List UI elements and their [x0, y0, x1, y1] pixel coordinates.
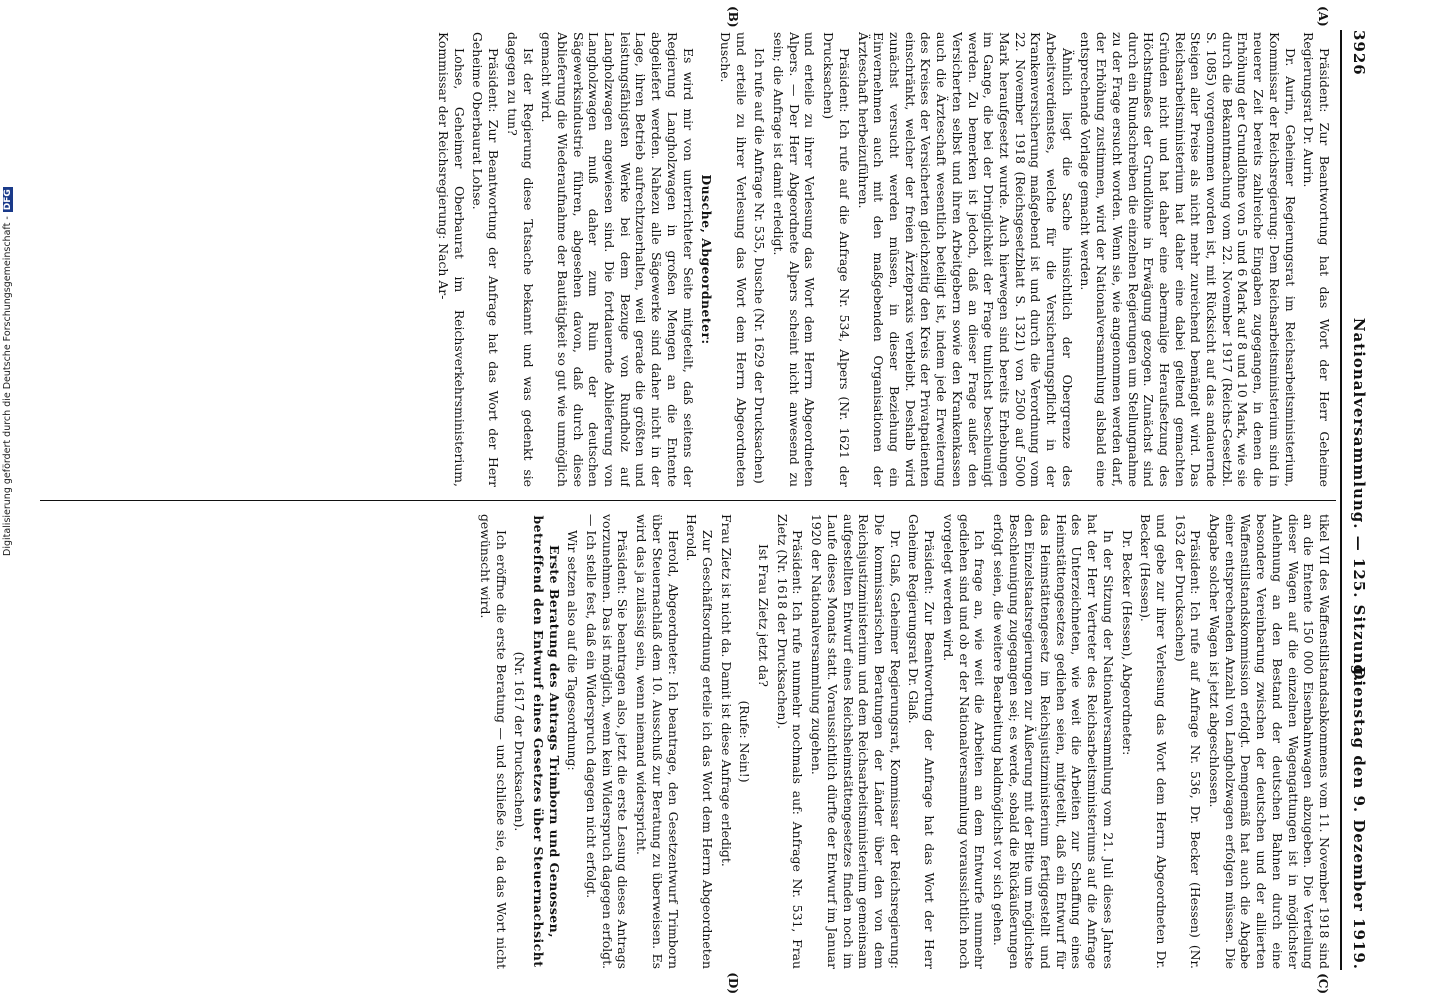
margin-marker-d: (D)	[726, 972, 740, 994]
dfg-logo: DFG	[3, 189, 13, 211]
paragraph: Präsident: Zur Beantwortung hat das Wort der Herr Geheime Regierungsrat Dr. Aurin.	[1301, 32, 1332, 487]
paragraph: Präsident: Ich rufe auf Anfrage Nr. 536, Dr. Becker (Hessen) (Nr. 1632 der Drucksachen)	[1172, 514, 1204, 969]
agenda-item-ref: (Nr. 1617 der Drucksachen).	[512, 651, 528, 832]
header-date: Dienstag den 9. Dezember 1919.	[1350, 666, 1368, 970]
paragraph: Wir setzen also auf die Tagesordnung:	[565, 530, 581, 771]
paragraph: Präsident: Ich rufe auf die Anfrage Nr. 534, Alpers (Nr. 1621 der Drucksachen)	[821, 32, 852, 487]
paragraph: Ist Frau Zietz jetzt da?	[756, 544, 772, 687]
credit-text: Digitalisierung gefördert durch die Deutsche Forschungsgemeinschaft -	[2, 216, 13, 556]
paragraph: und erteile zu ihrer Verlesung das Wort dem Herrn Abgeordneten Alpers. — Der Herr Abgeordnete Alpers scheint nicht anwesend zu sein; die Anfrage ist damit erledigt.	[771, 32, 818, 487]
paragraph: Ich eröffne die erste Beratung — und schließe sie, da das Wort nicht gewünscht wird.	[477, 514, 509, 969]
paragraph: Präsident: Zur Beantwortung der Anfrage hat das Wort der Herr Geheime Oberbaurat Lohse.	[470, 32, 502, 487]
margin-marker-b: (B)	[726, 6, 740, 28]
page-number: 3926	[1350, 30, 1368, 76]
column-divider	[40, 500, 1336, 501]
paragraph: Zur Geschäftsordnung erteile ich das Wort dem Herrn Abgeordneten Herold.	[684, 514, 715, 969]
speaker-heading: Dusche, Abgeordneter:	[699, 174, 715, 345]
paragraph: Dr. Aurin, Geheimer Regierungsrat im Reichsarbeitsministerium, Kommissar der Reichsregierung: Dem Reichsarbeitsministerium sind in neuerer Zeit bereits zahlreiche Eingaben zugegangen, in denen die Erhöhung der Grundlöhne von 5 und 6 Mark auf 8 und 10 Mark, wie sie durch die Bekanntmachung vom 22. November 1917 (Reichs-Gesetzbl. S. 1085) vorgenommen worden ist, mit Rücksicht auf das andauernde Steigen aller Preise als nicht mehr zureichend bemängelt wird. Das Reichsarbeitsministerium hat daher eine dabei geltend gemachten Gründen nicht und hat daher eine abermalige Heraufsetzung des Höchstmaßes der Grundlöhne in Erwägung gezogen. Zunächst sind durch ein Rundschreiben die einzelnen Regierungen um Stellungnahme zu der Frage ersucht worden. Wenn sie, wie angenommen werden darf, der Erhöhung zustimmen, wird der Nationalversammlung alsbald eine entsprechende Vorlage gemacht werden.	[1078, 32, 1298, 487]
page-header	[1346, 30, 1368, 970]
paragraph: und erteile zu ihrer Verlesung das Wort dem Herrn Abgeordneten Dusche.	[717, 32, 749, 487]
paragraph: Ist der Regierung diese Tatsache bekannt und was gedenkt sie dagegen zu tun?	[504, 32, 536, 487]
agenda-item-title: Erste Beratung des Antrags Trimborn und Genossen, betreffend den Entwurf eines Gesetzes über Steuernachsicht	[530, 515, 562, 968]
right-column	[40, 514, 1332, 969]
paragraph: Lohse, Geheimer Oberbaurat im Reichsverkehrsministerium, Kommissar der Reichsregierung: Nach Ar-	[436, 32, 467, 487]
paragraph: Präsident: Sie beantragen also, jetzt die erste Lesung dieses Antrags vorzunehmen. Das ist möglich, wenn kein Widerspruch dagegen erfolgt. — Ich stelle fest, daß ein Widerspruch dagegen nicht erfolgt.	[584, 514, 631, 969]
digitization-credit	[2, 187, 13, 556]
interjection: (Rufe: Nein!)	[737, 700, 753, 783]
paragraph: Ähnlich liegt die Sache hinsichtlich der Obergrenze des Arbeitsverdienstes, welche für die Versicherungspflicht in der Krankenversicherung maßgebend ist und durch die Verordnung vom 22. November 1918 (Reichsgesetzblatt S. 1321) von 2500 auf 5000 Mark heraufgesetzt wurde. Auch hierwegen sind bereits Erhebungen im Gange, die bei der Dringlichkeit der Frage tunlichst beschleunigt werden. Zu bemerken ist jedoch, daß an dieser Frage außer den Versicherten selbst und ihren Arbeitgebern sowie den Krankenkassen auch die Ärzteschaft wesentlich beteiligt ist, indem jede Erweiterung des Kreises der Versicherten gleichzeitig den Kreis der Privatpatienten einschränkt, welcher der freien Ärztepraxis verbleibt. Deshalb wird zunächst versucht werden müssen, in dieser Beziehung ein Einvernehmen auch mit den maßgebenden Organisationen der Ärzteschaft herbeizuführen.	[855, 32, 1075, 487]
paragraph: Präsident: Zur Beantwortung der Anfrage hat das Wort der Herr Geheime Regierungsrat Dr. Glaß.	[906, 514, 938, 969]
left-column	[40, 32, 1332, 487]
paragraph: Dr. Glaß, Geheimer Regierungsrat, Kommissar der Reichsregierung: Die kommissarischen Beratungen der Länder über den von dem Reichsjustizministerium und dem Reichsarbeitsministerium gemeinsam aufgestellten Entwurf eines Reichsheimstättengesetzes finden noch im Laufe dieses Monats statt. Voraussichtlich dürfte der Entwurf im Januar 1920 der Nationalversammlung zugehen.	[809, 514, 903, 969]
header-rule	[1340, 30, 1342, 970]
paragraph: In der Sitzung der Nationalversammlung vom 21. Juli dieses Jahres hat der Herr Vertreter des Reichsarbeitsministeriums auf die Anfrage des Unterzeichneten, wie weit die Arbeiten zur Schaffung eines Heimstättengesetzes gediehen seien, mitgeteilt, daß ein Entwurf für das Heimstättengesetz im Reichsjustizministerium fertiggestellt und den Einzelstaatsregierungen zur Äußerung mit der Bitte um möglichste Beschleunigung zugegangen sei; es werde, sobald die Rückäußerungen erfolgt seien, die weitere Bearbeitung baldmöglichst vor sich gehen.	[990, 514, 1116, 969]
speaker-heading: Dr. Becker (Hessen), Abgeordneter:	[1119, 530, 1135, 756]
header-title: Nationalversammlung. — 125. Sitzung.	[1350, 317, 1368, 683]
margin-marker-c: (C)	[1316, 973, 1330, 994]
margin-marker-a: (A)	[1316, 6, 1330, 27]
paragraph: Herold, Abgeordneter: Ich beantrage, den Gesetzentwurf Trimborn über Steuernachlaß dem 10. Ausschuß zur Beratung zu überweisen. Es wird das ja zulässig sein, wenn niemand widerspricht.	[634, 514, 681, 969]
paragraph: Frau Zietz ist nicht da. Damit ist diese Anfrage erledigt.	[718, 514, 734, 867]
paragraph: Es wird mir von unterrichteter Seite mitgeteilt, daß seitens der Regierung Langholzwagen in großen Mengen an die Entente abgeliefert werden. Nahezu alle Sägewerke sind daher nicht in der Lage, ihren Betrieb aufrechtzuerhalten, weil gerade die größten und leistungsfähigsten Werke bei dem Bezuge von Rundholz auf Langholzwagen angewiesen sind. Die fortdauernde Ablieferung von Langholzwagen muß daher zum Ruin der deutschen Sägewerksindustrie führen, abgesehen davon, daß durch diese Ablieferung die Wiederaufnahme der Bautätigkeit so gut wie unmöglich gemacht wird.	[539, 32, 696, 487]
paragraph: Ich frage an, wie weit die Arbeiten an dem Entwurfe nunmehr gediehen sind und ob er der Nationalversammlung voraussichtlich noch vorgelegt werden wird.	[940, 514, 988, 969]
paragraph: Präsident: Ich rufe nunmehr nochmals auf: Anfrage Nr. 531, Frau Zietz (Nr. 1618 der Drucksachen).	[774, 514, 806, 969]
paragraph: und gebe zur ihrer Verlesung das Wort dem Herrn Abgeordneten Dr. Becker (Hessen).	[1138, 514, 1169, 969]
paragraph: tikel VII des Waffenstillstandsabkommens vom 11. November 1918 sind an die Entente 150 000 Eisenbahnwagen abzugeben. Die Verteilung dieser Wagen auf die einzelnen Wagengattungen ist in möglichster Anlehnung an den Bestand der deutschen Bahnen durch eine besondere Vereinbarung zwischen der deutschen und der alliierten Waffenstillstandskommission erfolgt. Demgemäß hat auch die Abgabe einer entsprechenden Anzahl von Langholzwagen erfolgen müssen. Die Abgabe solcher Wagen ist jetzt abgeschlossen.	[1207, 514, 1332, 969]
paragraph: Ich rufe auf die Anfrage Nr. 535, Dusche (Nr. 1629 der Drucksachen)	[752, 48, 768, 484]
